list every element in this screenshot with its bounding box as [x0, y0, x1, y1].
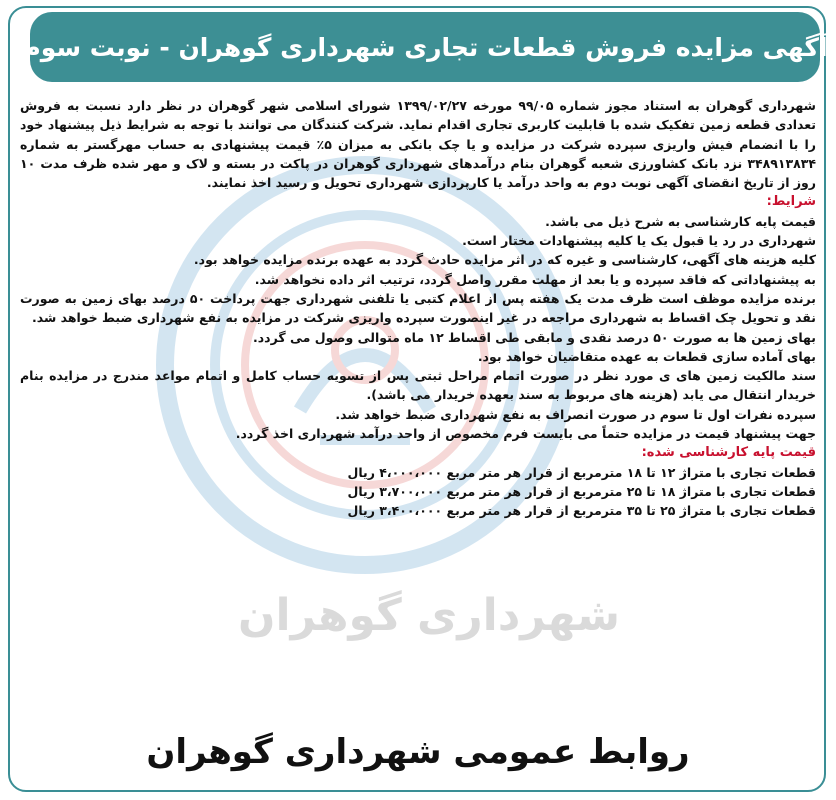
price-list — [20, 463, 816, 521]
conditions-heading: شرایط: — [766, 194, 816, 210]
notice-body — [20, 96, 816, 521]
condition-item: قیمت پایه کارشناسی به شرح ذیل می باشد. — [545, 213, 816, 229]
intro-paragraph: شهرداری گوهران به استناد مجوز شماره ۹۹/۰۵ مورخه ۱۳۹۹/۰۲/۲۷ شورای اسلامی شهر گوهران در نظر دارد نسبت به فروش تعدادی قطعه زمین تفکیک شده با قابلیت کاربری تجاری اقدام نماید. شرکت کنندگان می توانند با توجه به شرایط ذیل پیشنهاد خود را با انضمام فیش واریزی سپرده شرکت در مزایده و یا چک بانکی به میزان ۵٪ قیمت پیشنهادی به حساب مهرگستر به شماره ۳۴۸۹۱۳۸۳۴ نزد بانک کشاورزی شعبه گوهران بنام درآمدهای شهرداری گوهران در پاکت در بسته و لاک و مهر شده ظرف مدت ۱۰ روز از تاریخ انقضای آگهی نوبت دوم به واحد درآمد یا کارپردازی شهرداری تحویل و رسید اخذ نمایند. — [20, 98, 816, 191]
condition-item: سپرده نفرات اول تا سوم در صورت انصراف به نفع شهرداری ضبط خواهد شد. — [335, 406, 816, 422]
condition-item: بهای زمین ها به صورت ۵۰ درصد نقدی و مابقی طی اقساط ۱۲ ماه متوالی وصول می گردد. — [253, 329, 816, 345]
price-item: قطعات تجاری با متراژ ۱۲ تا ۱۸ مترمربع از قرار هر متر مربع ۴،۰۰۰،۰۰۰ ریال — [347, 464, 816, 480]
prices-heading: قیمت پایه کارشناسی شده: — [641, 445, 816, 461]
condition-item: بهای آماده سازی قطعات به عهده متقاضیان خواهد بود. — [477, 348, 816, 364]
condition-item: به پیشنهاداتی که فاقد سپرده و یا بعد از مهلت مقرر واصل گردد، ترتیب اثر داده نخواهد شد. — [254, 271, 816, 287]
condition-item: سند مالکیت زمین های ی مورد نظر در صورت اتمام مراحل ثبتی پس از تسویه حساب کامل و اتمام مواعد مندرج در مزایده بنام خریدار انتقال می یابد (هزینه های مربوط به سند بعهده خریدار می باشد). — [20, 368, 816, 403]
condition-item: کلیه هزینه های آگهی، کارشناسی و غیره که در اثر مزایده حادث گردد به عهده برنده مزایده خواهد بود. — [193, 252, 816, 268]
condition-item: جهت پیشنهاد قیمت در مزایده حتماً می بایست فرم مخصوص از واحد درآمد شهرداری اخذ گردد. — [235, 426, 816, 442]
public-relations-signature: روابط عمومی شهرداری گوهران — [146, 732, 690, 772]
price-item: قطعات تجاری با متراژ ۲۵ تا ۳۵ مترمربع از قرار هر متر مربع ۳،۴۰۰،۰۰۰ ریال — [347, 503, 816, 519]
notice-title: آگهی مزایده فروش قطعات تجاری شهرداری گوهران - نوبت سوم — [22, 32, 828, 62]
title-banner — [22, 12, 828, 82]
condition-item: شهرداری در رد یا قبول یک یا کلیه پیشنهادات مختار است. — [462, 233, 816, 249]
condition-item: برنده مزایده موظف است ظرف مدت یک هفته پس از اعلام کتبی یا تلفنی شهرداری جهت پرداخت ۵۰ درصد بهای زمین به صورت نقد و تحویل چک اقساط به شهرداری مراجعه در غیر اینصورت سپرده واریزی شرکت در مزایده به نفع شهرداری ضبط خواهد شد. — [20, 290, 817, 326]
municipality-watermark: شهرداری گوهران — [237, 590, 620, 641]
price-item: قطعات تجاری با متراژ ۱۸ تا ۲۵ مترمربع از قرار هر متر مربع ۳،۷۰۰،۰۰۰ ریال — [347, 483, 816, 499]
